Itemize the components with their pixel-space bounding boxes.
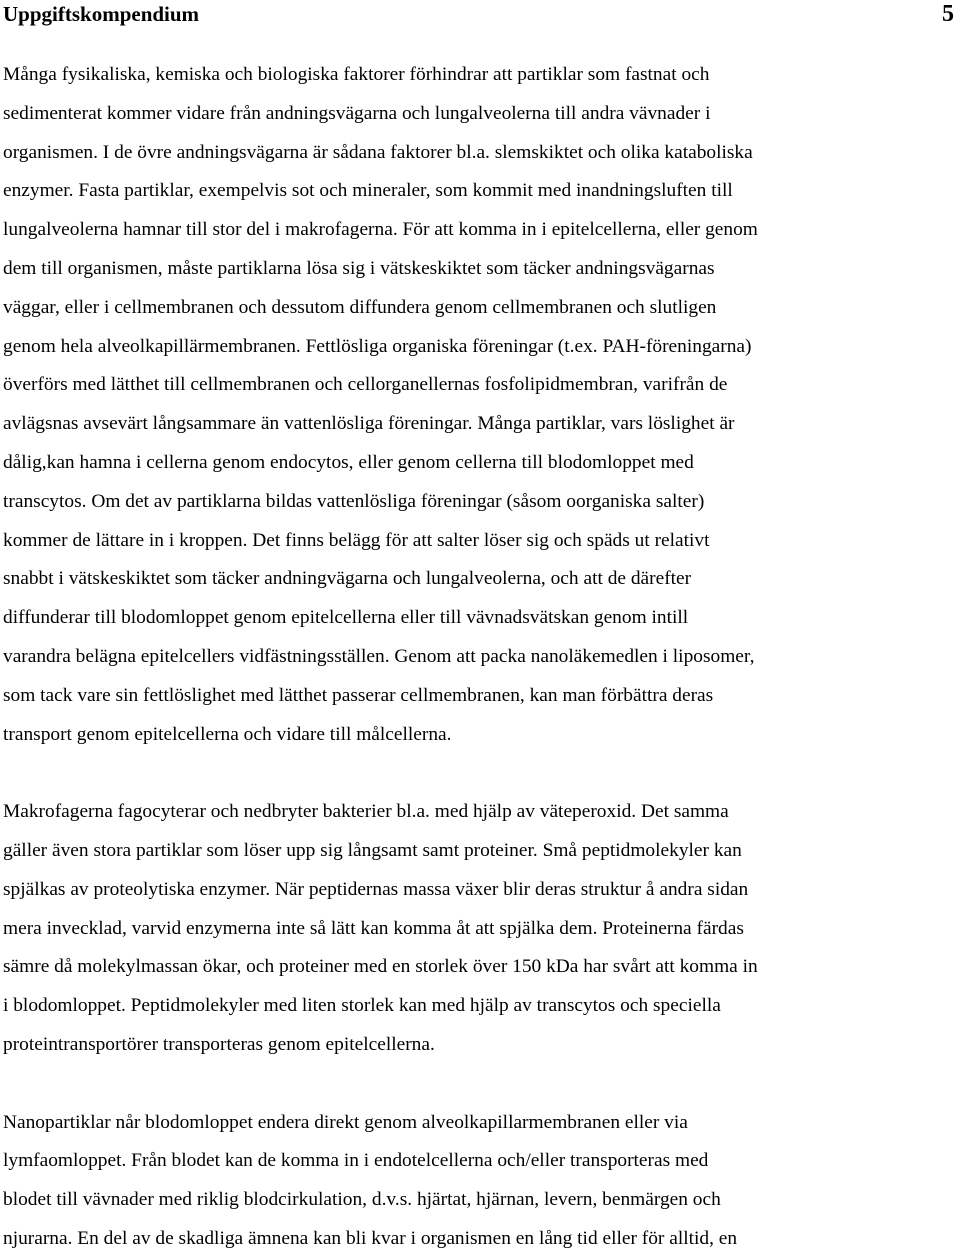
text-line: genom hela alveolkapillärmembranen. Fettlösliga organiska föreningar (t.ex. PAH-föreningarna) (3, 335, 752, 357)
text-line: kommer de lättare in i kroppen. Det finns belägg för att salter löser sig och späds ut relativt (3, 529, 710, 551)
text-line: proteintransportörer transporteras genom epitelcellerna. (3, 1033, 435, 1055)
text-line: dem till organismen, måste partiklarna lösa sig i vätskeskiktet som täcker andningsvägarnas (3, 257, 715, 279)
text-line: lymfaomloppet. Från blodet kan de komma in i endotelcellerna och/eller transporteras med (3, 1150, 709, 1172)
text-line: lungalveolerna hamnar till stor del i makrofagerna. För att komma in i epitelcellerna, eller genom (3, 219, 758, 241)
document-body (3, 56, 903, 1259)
text-line: njurarna. En del av de skadliga ämnena kan bli kvar i organismen en lång tid eller för alltid, en (3, 1227, 738, 1249)
paragraph-3 (3, 1104, 903, 1259)
text-line: Nanopartiklar når blodomloppet endera direkt genom alveolkapillarmembranen eller via (3, 1111, 688, 1133)
text-line: organismen. I de övre andningsvägarna är sådana faktorer bl.a. slemskiktet och olika kataboliska (3, 141, 753, 163)
text-line: väggar, eller i cellmembranen och dessutom diffundera genom cellmembranen och slutligen (3, 296, 717, 318)
text-line: snabbt i vätskeskiktet som täcker andningvägarna och lungalveolerna, och att de därefter (3, 568, 692, 590)
text-line: enzymer. Fasta partiklar, exempelvis sot och mineraler, som kommit med inandningsluften till (3, 180, 733, 202)
paragraph-2 (3, 793, 903, 1065)
text-line: sämre då molekylmassan ökar, och proteiner med en storlek över 150 kDa har svårt att komma in (3, 956, 758, 978)
text-line: som tack vare sin fettlöslighet med lätthet passerar cellmembranen, kan man förbättra deras (3, 684, 714, 706)
text-line: transport genom epitelcellerna och vidare till målcellerna. (3, 723, 452, 745)
page-header (3, 0, 954, 28)
text-line: mera invecklad, varvid enzymerna inte så lätt kan komma åt att spjälka dem. Proteinerna färdas (3, 917, 744, 939)
text-line: sedimenterat kommer vidare från andningsvägarna och lungalveolerna till andra vävnader i (3, 102, 711, 124)
text-line: i blodomloppet. Peptidmolekyler med liten storlek kan med hjälp av transcytos och speciella (3, 995, 721, 1017)
text-line: dålig,kan hamna i cellerna genom endocytos, eller genom cellerna till blodomloppet med (3, 451, 694, 473)
text-line: överförs med lätthet till cellmembranen och cellorganellernas fosfolipidmembran, varifrån de (3, 374, 728, 396)
text-line: Makrofagerna fagocyterar och nedbryter bakterier bl.a. med hjälp av väteperoxid. Det samma (3, 801, 729, 823)
document-title: Uppgiftskompendium (3, 2, 200, 26)
page-number: 5 (942, 1, 954, 27)
text-line: blodet till vävnader med riklig blodcirkulation, d.v.s. hjärtat, hjärnan, levern, benmärgen och (3, 1189, 721, 1211)
text-line: spjälkas av proteolytiska enzymer. När peptidernas massa växer blir deras struktur å andra sidan (3, 878, 749, 900)
text-line: gäller även stora partiklar som löser upp sig långsamt samt proteiner. Små peptidmolekyler kan (3, 839, 742, 861)
text-line: transcytos. Om det av partiklarna bildas vattenlösliga föreningar (såsom oorganiska salter) (3, 490, 705, 512)
paragraph-1 (3, 56, 903, 754)
text-line: varandra belägna epitelcellers vidfästningsställen. Genom att packa nanoläkemedlen i liposomer, (3, 645, 755, 667)
text-line: avlägsnas avsevärt långsammare än vattenlösliga föreningar. Många partiklar, vars löslighet är (3, 413, 735, 435)
text-line: Många fysikaliska, kemiska och biologiska faktorer förhindrar att partiklar som fastnat och (3, 64, 710, 85)
text-line: diffunderar till blodomloppet genom epitelcellerna eller till vävnadsvätskan genom intill (3, 607, 689, 629)
